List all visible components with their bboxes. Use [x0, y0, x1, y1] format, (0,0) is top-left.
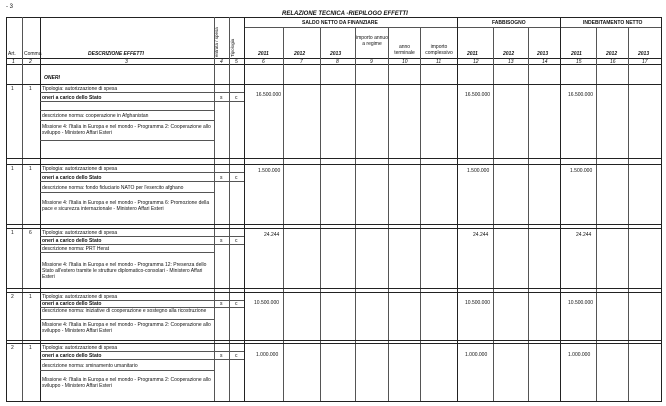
- page-mark: - 3: [6, 4, 14, 10]
- colnum-11: 11: [436, 59, 442, 65]
- entry2-art: 1: [11, 166, 14, 172]
- entry3-missione: Missione 4: l'Italia in Europa e nel mondo - Programma 12: Presenza dello Stato all'estero tramite le strutture diplomatico-consolari - Ministero Affari Esteri: [42, 262, 207, 280]
- entry4-es: s: [220, 301, 223, 307]
- header-saldo: SALDO NETTO DA FINANZIARE: [302, 20, 378, 26]
- entry5-fabb-2011: 1.000.000: [465, 352, 488, 358]
- entry4-indeb-2011: 10.500.000: [568, 300, 594, 306]
- entry3-art: 1: [11, 230, 14, 236]
- saldo-year-2011: 2011: [258, 51, 269, 57]
- indeb-year-2012: 2012: [606, 51, 618, 57]
- entry5-comma: 1: [29, 345, 32, 351]
- header-fabbisogno: FABBISOGNO: [492, 20, 526, 26]
- header-importo-annuo: importo annuo a regime: [356, 35, 388, 47]
- saldo-year-2012: 2012: [294, 51, 306, 57]
- header-importo-complessivo: importo complessivo: [425, 44, 453, 56]
- colnum-14: 14: [542, 59, 548, 65]
- entry2-tip: c: [235, 175, 238, 181]
- fabb-year-2013: 2013: [537, 51, 549, 57]
- indeb-year-2011: 2011: [571, 51, 582, 57]
- entry4-oneri: oneri a carico dello Stato: [42, 301, 102, 307]
- section-oneri: ONERI: [44, 75, 60, 81]
- entry5-tip: c: [235, 353, 238, 359]
- entry4-fabb-2011: 10.500.000: [465, 300, 491, 306]
- entry3-norma: descrizione norma: PRT Herat: [42, 246, 110, 252]
- entry3-comma: 6: [29, 230, 32, 236]
- entry1-tipologia: Tipologia: autorizzazione di spesa: [42, 86, 118, 92]
- colnum-10: 10: [402, 59, 408, 65]
- entry1-norma: descrizione norma: cooperazione in Afghanistan: [42, 113, 149, 119]
- header-descrizione: DESCRIZIONE EFFETTI: [88, 51, 144, 57]
- entry3-tipologia: Tipologia: autorizzazione di spesa: [42, 230, 118, 236]
- entry1-missione: Missione 4: l'Italia in Europa e nel mondo - Programma 2: Cooperazione allo sviluppo - Ministero Affari Esteri: [42, 124, 211, 136]
- entry2-indeb-2011: 1.500.000: [570, 168, 593, 174]
- colnum-12: 12: [473, 59, 479, 65]
- fabb-year-2012: 2012: [503, 51, 515, 57]
- entry3-indeb-2011: 24.244: [576, 232, 592, 238]
- entry3-oneri: oneri a carico dello Stato: [42, 238, 102, 244]
- entry1-saldo-2011: 16.500.000: [256, 92, 282, 98]
- entry3-es: s: [220, 238, 223, 244]
- entry5-art: 2: [11, 345, 14, 351]
- entry1-comma: 1: [29, 86, 32, 92]
- header-anno-terminale: anno terminale: [394, 44, 415, 56]
- colnum-2: 2: [29, 59, 32, 65]
- entry5-norma: descrizione norma: sminamento umanitario: [42, 363, 138, 369]
- colnum-6: 6: [262, 59, 265, 65]
- entry2-es: s: [220, 175, 223, 181]
- colnum-7: 7: [300, 59, 303, 65]
- entry1-fabb-2011: 16.500.000: [465, 92, 491, 98]
- colnum-9: 9: [370, 59, 373, 65]
- entry3-tip: c: [235, 238, 238, 244]
- header-indebitamento: INDEBITAMENTO NETTO: [583, 20, 643, 26]
- entry5-tipologia: Tipologia: autorizzazione di spesa: [42, 345, 118, 351]
- entry2-comma: 1: [29, 166, 32, 172]
- header-entrata-spesa: entrata / spesa: [214, 27, 219, 57]
- report-title: RELAZIONE TECNICA -RIEPILOGO EFFETTI: [282, 11, 408, 17]
- entry2-tipologia: Tipologia: autorizzazione di spesa: [42, 166, 118, 172]
- entry2-missione: Missione 4: l'Italia in Europa e nel mondo - Programma 6: Promozione della pace e sicurezza internazionale - Ministero Affari Esteri: [42, 200, 210, 212]
- colnum-17: 17: [642, 59, 648, 65]
- entry2-saldo-2011: 1.500.000: [258, 168, 281, 174]
- entry5-missione: Missione 4: l'Italia in Europa e nel mondo - Programma 2: Cooperazione allo sviluppo - Ministero Affari Esteri: [42, 377, 211, 389]
- entry1-es: s: [220, 95, 223, 101]
- entry1-tip: c: [235, 95, 238, 101]
- colnum-1: 1: [12, 59, 15, 65]
- colnum-13: 13: [508, 59, 514, 65]
- indeb-year-2013: 2013: [638, 51, 650, 57]
- entry4-missione: Missione 4: l'Italia in Europa e nel mondo - Programma 2: Cooperazione allo sviluppo - Ministero Affari Esteri: [42, 322, 211, 334]
- entry2-fabb-2011: 1.500.000: [467, 168, 490, 174]
- entry5-es: s: [220, 353, 223, 359]
- colnum-3: 3: [125, 59, 128, 65]
- entry3-saldo-2011: 24.244: [264, 232, 280, 238]
- colnum-16: 16: [610, 59, 616, 65]
- entry4-saldo-2011: 10.500.000: [254, 300, 280, 306]
- entry3-fabb-2011: 24.244: [473, 232, 489, 238]
- entry2-oneri: oneri a carico dello Stato: [42, 175, 102, 181]
- entry1-art: 1: [11, 86, 14, 92]
- entry5-saldo-2011: 1.000.000: [256, 352, 279, 358]
- header-tipologia: Tipologia: [230, 38, 235, 57]
- saldo-year-2013: 2013: [330, 51, 342, 57]
- entry4-art: 2: [11, 294, 14, 300]
- entry1-oneri: oneri a carico dello Stato: [42, 95, 102, 101]
- fabb-year-2011: 2011: [467, 51, 478, 57]
- entry4-comma: 1: [29, 294, 32, 300]
- entry4-tipologia: Tipologia: autorizzazione di spesa: [42, 294, 118, 300]
- colnum-15: 15: [576, 59, 582, 65]
- header-comma: Comma: [24, 51, 42, 57]
- colnum-5: 5: [235, 59, 238, 65]
- colnum-8: 8: [336, 59, 339, 65]
- entry1-indeb-2011: 16.500.000: [568, 92, 594, 98]
- colnum-4: 4: [220, 59, 223, 65]
- entry4-norma: descrizione norma: iniziative di cooperazione e sostegno alla ricostruzione: [42, 308, 207, 314]
- header-art: Art.: [8, 51, 16, 57]
- entry5-oneri: oneri a carico dello Stato: [42, 353, 102, 359]
- entry2-norma: descrizione norma: fondo fiduciario NATO per l'esercito afghano: [42, 185, 184, 191]
- entry4-tip: c: [235, 301, 238, 307]
- entry5-indeb-2011: 1.000.000: [568, 352, 591, 358]
